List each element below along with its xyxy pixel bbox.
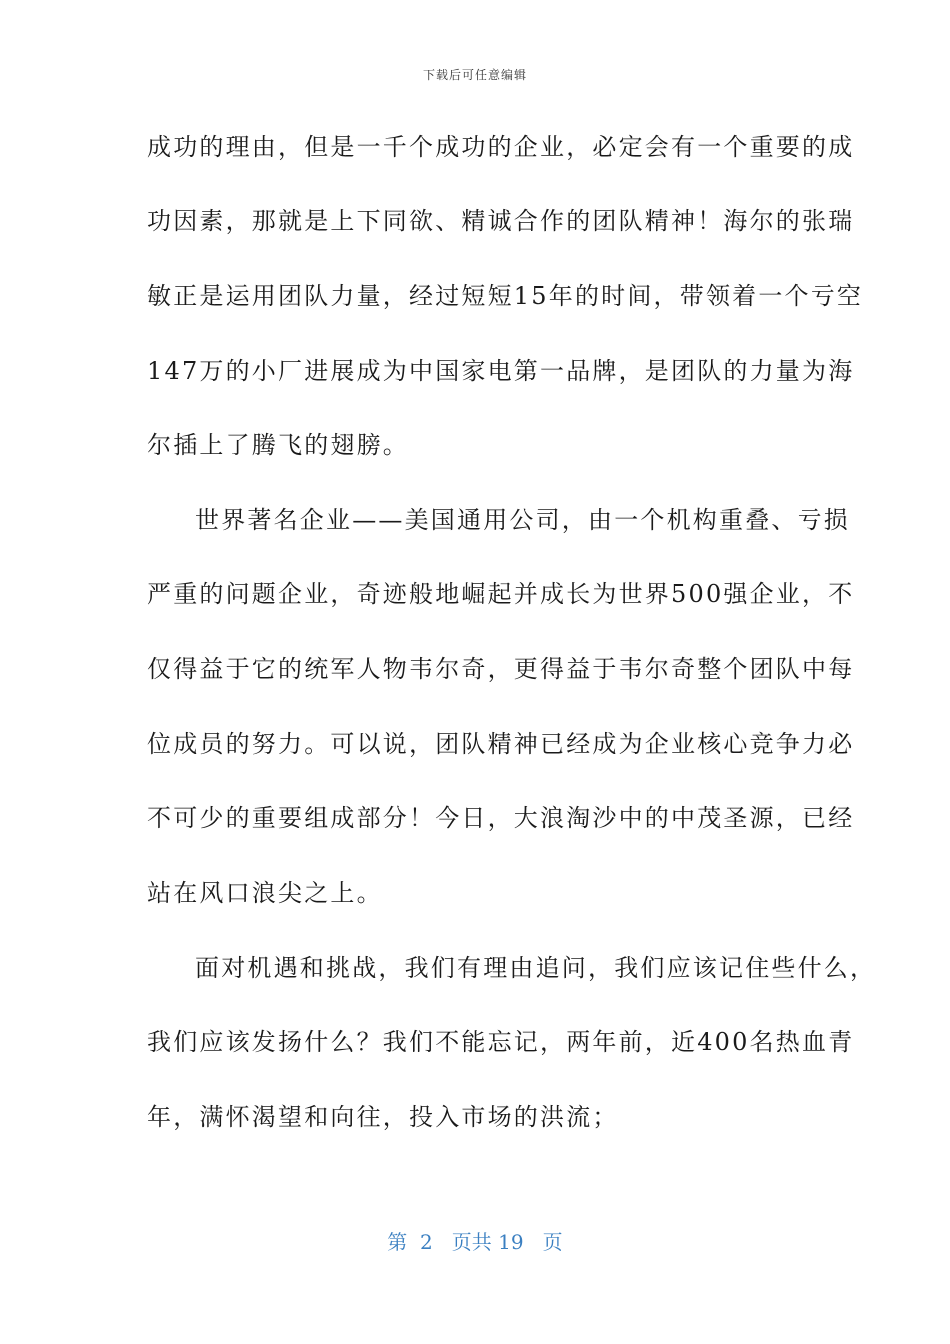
text-line: 尔插上了腾飞的翅膀。: [147, 431, 409, 459]
text-line: 面对机遇和挑战，我们有理由追问，我们应该记住些什么，: [195, 954, 877, 982]
text-line: 成功的理由，但是一千个成功的企业，必定会有一个重要的成: [147, 133, 855, 161]
text-line: 不可少的重要组成部分！今日，大浪淘沙中的中茂圣源，已经: [147, 804, 855, 832]
text-line: 位成员的努力。可以说，团队精神已经成为企业核心竞争力必: [147, 730, 855, 758]
text-line: 功因素，那就是上下同欲、精诚合作的团队精神！海尔的张瑞: [147, 207, 855, 235]
text-line: 严重的问题企业，奇迹般地崛起并成长为世界500强企业，不: [147, 580, 855, 608]
text-line: 我们应该发扬什么？我们不能忘记，两年前，近400名热血青: [147, 1028, 855, 1056]
text-line: 147万的小厂进展成为中国家电第一品牌，是团队的力量为海: [147, 357, 855, 385]
text-line: 敏正是运用团队力量，经过短短15年的时间，带领着一个亏空: [147, 282, 864, 310]
text-line: 站在风口浪尖之上。: [147, 879, 383, 907]
page-number-footer: 第 2 页共 19 页: [387, 1230, 563, 1254]
page-header-note: 下载后可任意编辑: [422, 68, 527, 82]
text-line: 仅得益于它的统军人物韦尔奇，更得益于韦尔奇整个团队中每: [147, 655, 855, 683]
text-line: 世界著名企业——美国通用公司，由一个机构重叠、亏损: [195, 506, 850, 534]
text-line: 年，满怀渴望和向往，投入市场的洪流；: [147, 1103, 619, 1131]
